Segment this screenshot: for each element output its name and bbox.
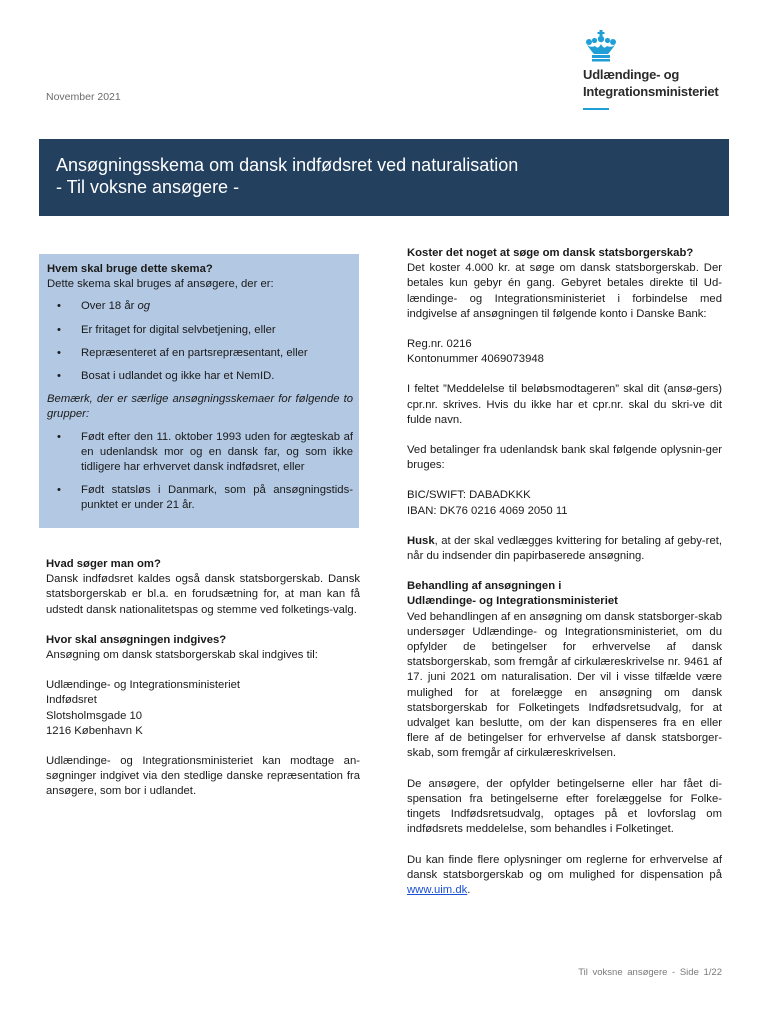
page-footer	[578, 967, 722, 978]
info-box-note: Bemærk, der er særlige ansøgningsskemaer for følgende to grupper:	[47, 393, 353, 421]
section-body: De ansøgere, der opfylder betingelserne eller har fået di-spensation fra betingelserne efter forelæggelse for Folke-tingets Indfødsretsudvalg, optages på et lovforslag om indfødsrets meddelelse, som behandles i Folketinget.	[407, 777, 722, 836]
iban: IBAN: DK76 0216 4069 2050 11	[407, 504, 568, 517]
info-box-content	[47, 262, 353, 522]
ministry-name	[583, 66, 733, 100]
footer-side-label: Side	[679, 967, 699, 978]
eligibility-list	[47, 299, 353, 384]
reg-number: Reg.nr. 0216	[407, 338, 472, 351]
title-banner	[39, 139, 729, 216]
page-title: Ansøgningsskema om dansk indfødsret ved naturalisation	[56, 155, 519, 175]
list-item: • Repræsenteret af en partsrepræsentant, eller	[47, 346, 353, 361]
list-item: • Er fritaget for digital selvbetjening, eller	[47, 323, 353, 338]
section-heading: Behandling af ansøgningen i	[407, 580, 562, 593]
address-block: Udlændinge- og Integrationsministeriet Indfødsret Slotsholmsgade 10 1216 København K	[46, 679, 241, 737]
ministry-name-line1: Udlændinge- og	[583, 67, 680, 82]
section-heading: Hvad søger man om?	[46, 558, 161, 570]
section-body: Det koster 4.000 kr. at søge om dansk statsborgerskab. Der betales kun gebyr én gang. Gebyret betales direkte til Ud-lændinge- og Integrationsministeriet i forbindelse med indgivelse af ansøgningen til følgende konto i Danske Bank:	[407, 262, 722, 320]
section-heading: Hvor skal ansøgningen indgives?	[46, 633, 227, 646]
section-body: Ved behandlingen af en ansøgning om dansk statsborger-skab undersøger Udlændinge- og Integrationsministeriet, om du opfylder de betingelser for erhvervelse af dansk statsborgerskab, som fremgår af cirkulæreskrivelse nr. 9461 af 17. juni 2021 om naturalisation. Der vil i visse tilfælde være mulighed for at forelægge en ansøgning om dansk statsborgerskab for Folketingets Indfødsretsudvalg, for at udvalget kan beslutte, om der kan dispenseres fra en eller flere af de betingelser for erhvervelse af dansk statsborger-skab, som fremgår af cirkulæreskrivelsen.	[407, 610, 722, 760]
info-box	[39, 254, 359, 528]
uim-website-link[interactable]: www.uim.dk	[407, 883, 468, 896]
reminder-text: Husk, at der skal vedlægges kvittering for betaling af geby-ret, når du indsender din papirbaserede ansøgning.	[407, 534, 722, 563]
document-date: November 2021	[46, 91, 121, 103]
section-body: I feltet ”Meddelelse til beløbsmodtageren” skal dit (ansø-gers) cpr.nr. skrives. Hvis du ikke har et cpr.nr. skal du skri-ve dit fulde navn.	[407, 383, 722, 426]
section-body: Du kan finde flere oplysninger om reglerne for erhvervelse af dansk statsborgerskab og om mulighed for dispensation på www.uim.dk.	[407, 853, 722, 896]
right-column	[407, 246, 722, 898]
section-body: Ansøgning om dansk statsborgerskab skal indgives til:	[46, 649, 318, 662]
info-box-heading: Hvem skal bruge dette skema?	[47, 263, 213, 275]
left-column	[46, 557, 360, 800]
section-body: Dansk indfødsret kaldes også dansk statsborgerskab. Dansk statsborgerskab er bl.a. en forudsætning for, at man kan få udstedt dansk nationalitetspas og stemme ved folketings-valg.	[46, 573, 360, 616]
section-heading: Koster det noget at søge om dansk statsborgerskab?	[407, 247, 694, 259]
crown-icon	[583, 30, 619, 62]
account-number: Kontonummer 4069073948	[407, 353, 544, 366]
list-item: • Over 18 år og	[47, 299, 353, 314]
section-heading: Udlændinge- og Integrationsministeriet	[407, 595, 618, 608]
logo-underline	[583, 108, 609, 110]
bic-swift: BIC/SWIFT: DABADKKK	[407, 489, 531, 502]
list-item: • Bosat i udlandet og ikke har et NemID.	[47, 369, 353, 384]
section-body: Udlændinge- og Integrationsministeriet kan modtage an-søgninger indgivet via den stedlige danske repræsentation fra ansøgere, som bor i udlandet.	[46, 755, 360, 798]
section-body: Ved betalinger fra udenlandsk bank skal følgende oplysnin-ger bruges:	[407, 444, 722, 472]
list-item: • Født statsløs i Danmark, som på ansøgningstids-punktet er under 21 år.	[47, 483, 353, 513]
ministry-name-line2: Integrationsministeriet	[583, 84, 719, 99]
footer-label: Til voksne ansøgere	[578, 967, 668, 978]
ministry-logo	[583, 30, 733, 110]
list-item: • Født efter den 11. oktober 1993 uden for ægteskab af en udenlandsk mor og en dansk far, og som ikke tidligere har erhvervet dansk indfødsret, eller	[47, 430, 353, 476]
footer-separator: -	[672, 967, 676, 978]
special-groups-list	[47, 430, 353, 514]
info-box-intro: Dette skema skal bruges af ansøgere, der er:	[47, 278, 274, 291]
page-subtitle: - Til voksne ansøgere -	[56, 177, 240, 197]
page-number: 1/22	[703, 967, 722, 978]
